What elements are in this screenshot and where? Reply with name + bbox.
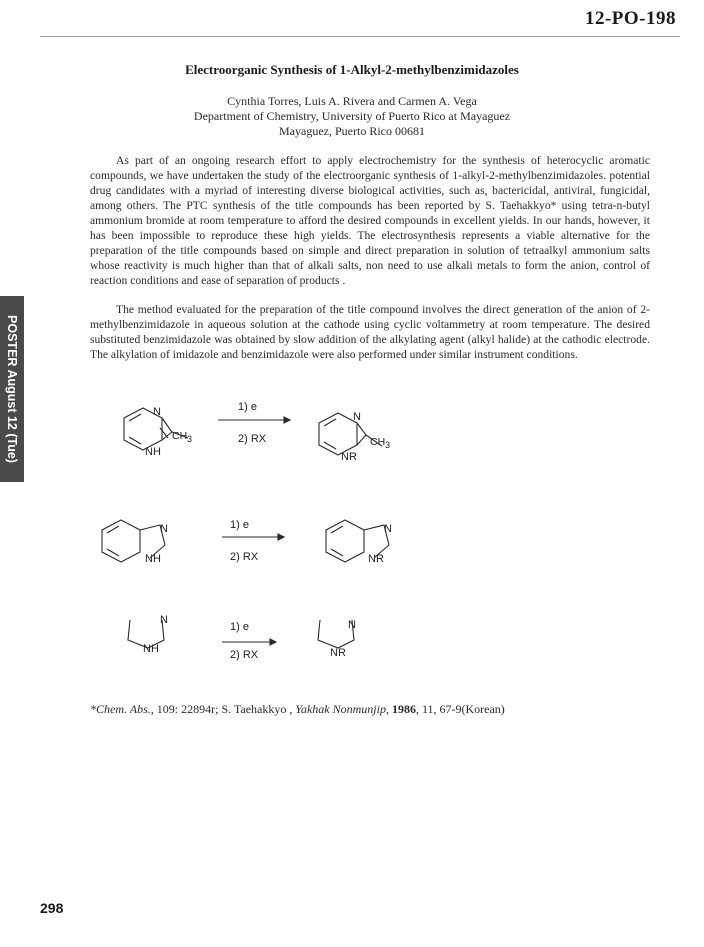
atom-n: N: [348, 619, 356, 631]
reaction-scheme: [0, 380, 704, 680]
footnote: *Chem. Abs., 109: 22894r; S. Taehakkyo , Yakhak Nonmunjip, 1986, 11, 67-9(Korean): [90, 702, 505, 716]
atom-nh: NH: [143, 643, 159, 655]
atom-nr: NR: [368, 553, 384, 565]
atom-n: N: [153, 406, 161, 418]
footnote-year: 1986: [391, 702, 416, 716]
atom-n: N: [384, 523, 392, 535]
page-number: 298: [40, 900, 64, 916]
paper-title: Electroorganic Synthesis of 1-Alkyl-2-methylbenzimidazoles: [185, 62, 519, 77]
atom-nh: NH: [145, 553, 161, 565]
abstract-paragraph-2: The method evaluated for the preparation of the title compound involves the direct generation of the anion of 2-methylbenzimidazole in aqueous solution at the cathode using cyclic voltammetry at room temperature. The desired substituted benzimidazole was obtained by slow addition of the alkylating agent (alkyl halide) at the cathodic electrode. The alkylation of imidazole and benzimidazole were also performed under similar instrument conditions.: [90, 303, 650, 361]
step-1-label: 1) e: [230, 519, 249, 531]
step-1-label: 1) e: [230, 621, 249, 633]
atom-nh: NH: [145, 446, 161, 458]
department: Department of Chemistry, University of Puerto Rico at Mayaguez: [193, 109, 511, 123]
atom-n: N: [353, 411, 361, 423]
reaction-arrow-3: [222, 621, 276, 661]
reaction-arrow-2: [222, 519, 284, 563]
product-alkylbenzimidazole: [326, 520, 392, 565]
atom-nr: NR: [341, 451, 357, 463]
address: Mayaguez, Puerto Rico 00681: [279, 124, 425, 138]
methyl-label-1: $CH_3$: [172, 430, 193, 445]
reactant-benzimidazole: [102, 520, 168, 565]
paper-code: 12-PO-198: [584, 8, 676, 29]
atom-n: N: [160, 614, 168, 626]
reaction-arrow-1: [218, 401, 290, 445]
step-2-label: 2) RX: [230, 551, 259, 563]
footnote-journal-2: Yakhak Nonmunjip: [295, 702, 386, 716]
header-rule: [40, 36, 680, 37]
atom-nr: NR: [330, 647, 346, 659]
product-alkylimidazole: [318, 619, 356, 659]
side-tab-label: POSTER August 12 (Tue): [5, 315, 19, 463]
author-list: Cynthia Torres, Luis A. Rivera and Carmen A. Vega: [227, 94, 477, 108]
step-2-label: 2) RX: [230, 649, 259, 661]
atom-n: N: [160, 523, 168, 535]
step-2-label: 2) RX: [238, 433, 267, 445]
reactant-imidazole: [128, 614, 168, 655]
step-1-label: 1) e: [238, 401, 257, 413]
abstract-paragraph-1: As part of an ongoing research effort to apply electrochemistry for the synthesis of heterocyclic aromatic compounds, we have undertaken the study of the electroorganic synthesis of 1-alkyl-2-methylbenzimidazoles. potential drug candidates with a myriad of interesting diverse biological activities, such as, bactericidal, antiviral, fungicidal, among others. The PTC synthesis of the title compounds has been reported by S. Taehakkyo* using tetra-n-butyl ammonium bromide at room temperature to afford the desired compounds in excellent yields. In our hands, however, it has been impossible to reproduce these high yields. The electrosynthesis represents a viable alternative for the preparation of the title compounds based on simple and direct preparation in solution of tetraalkyl ammonium salts whose reactivity is much higher than that of alkali salts, non need to use alkali metals to form the anion, control of reaction conditions and ease of separation of products .: [90, 154, 650, 287]
methyl-label-2: $CH_3$: [370, 436, 391, 451]
footnote-rest: , 11, 67-9(Korean): [415, 702, 505, 716]
footnote-journal: *Chem. Abs.,: [90, 702, 154, 716]
footnote-citation: 109: 22894r; S. Taehakkyo ,: [153, 702, 296, 716]
